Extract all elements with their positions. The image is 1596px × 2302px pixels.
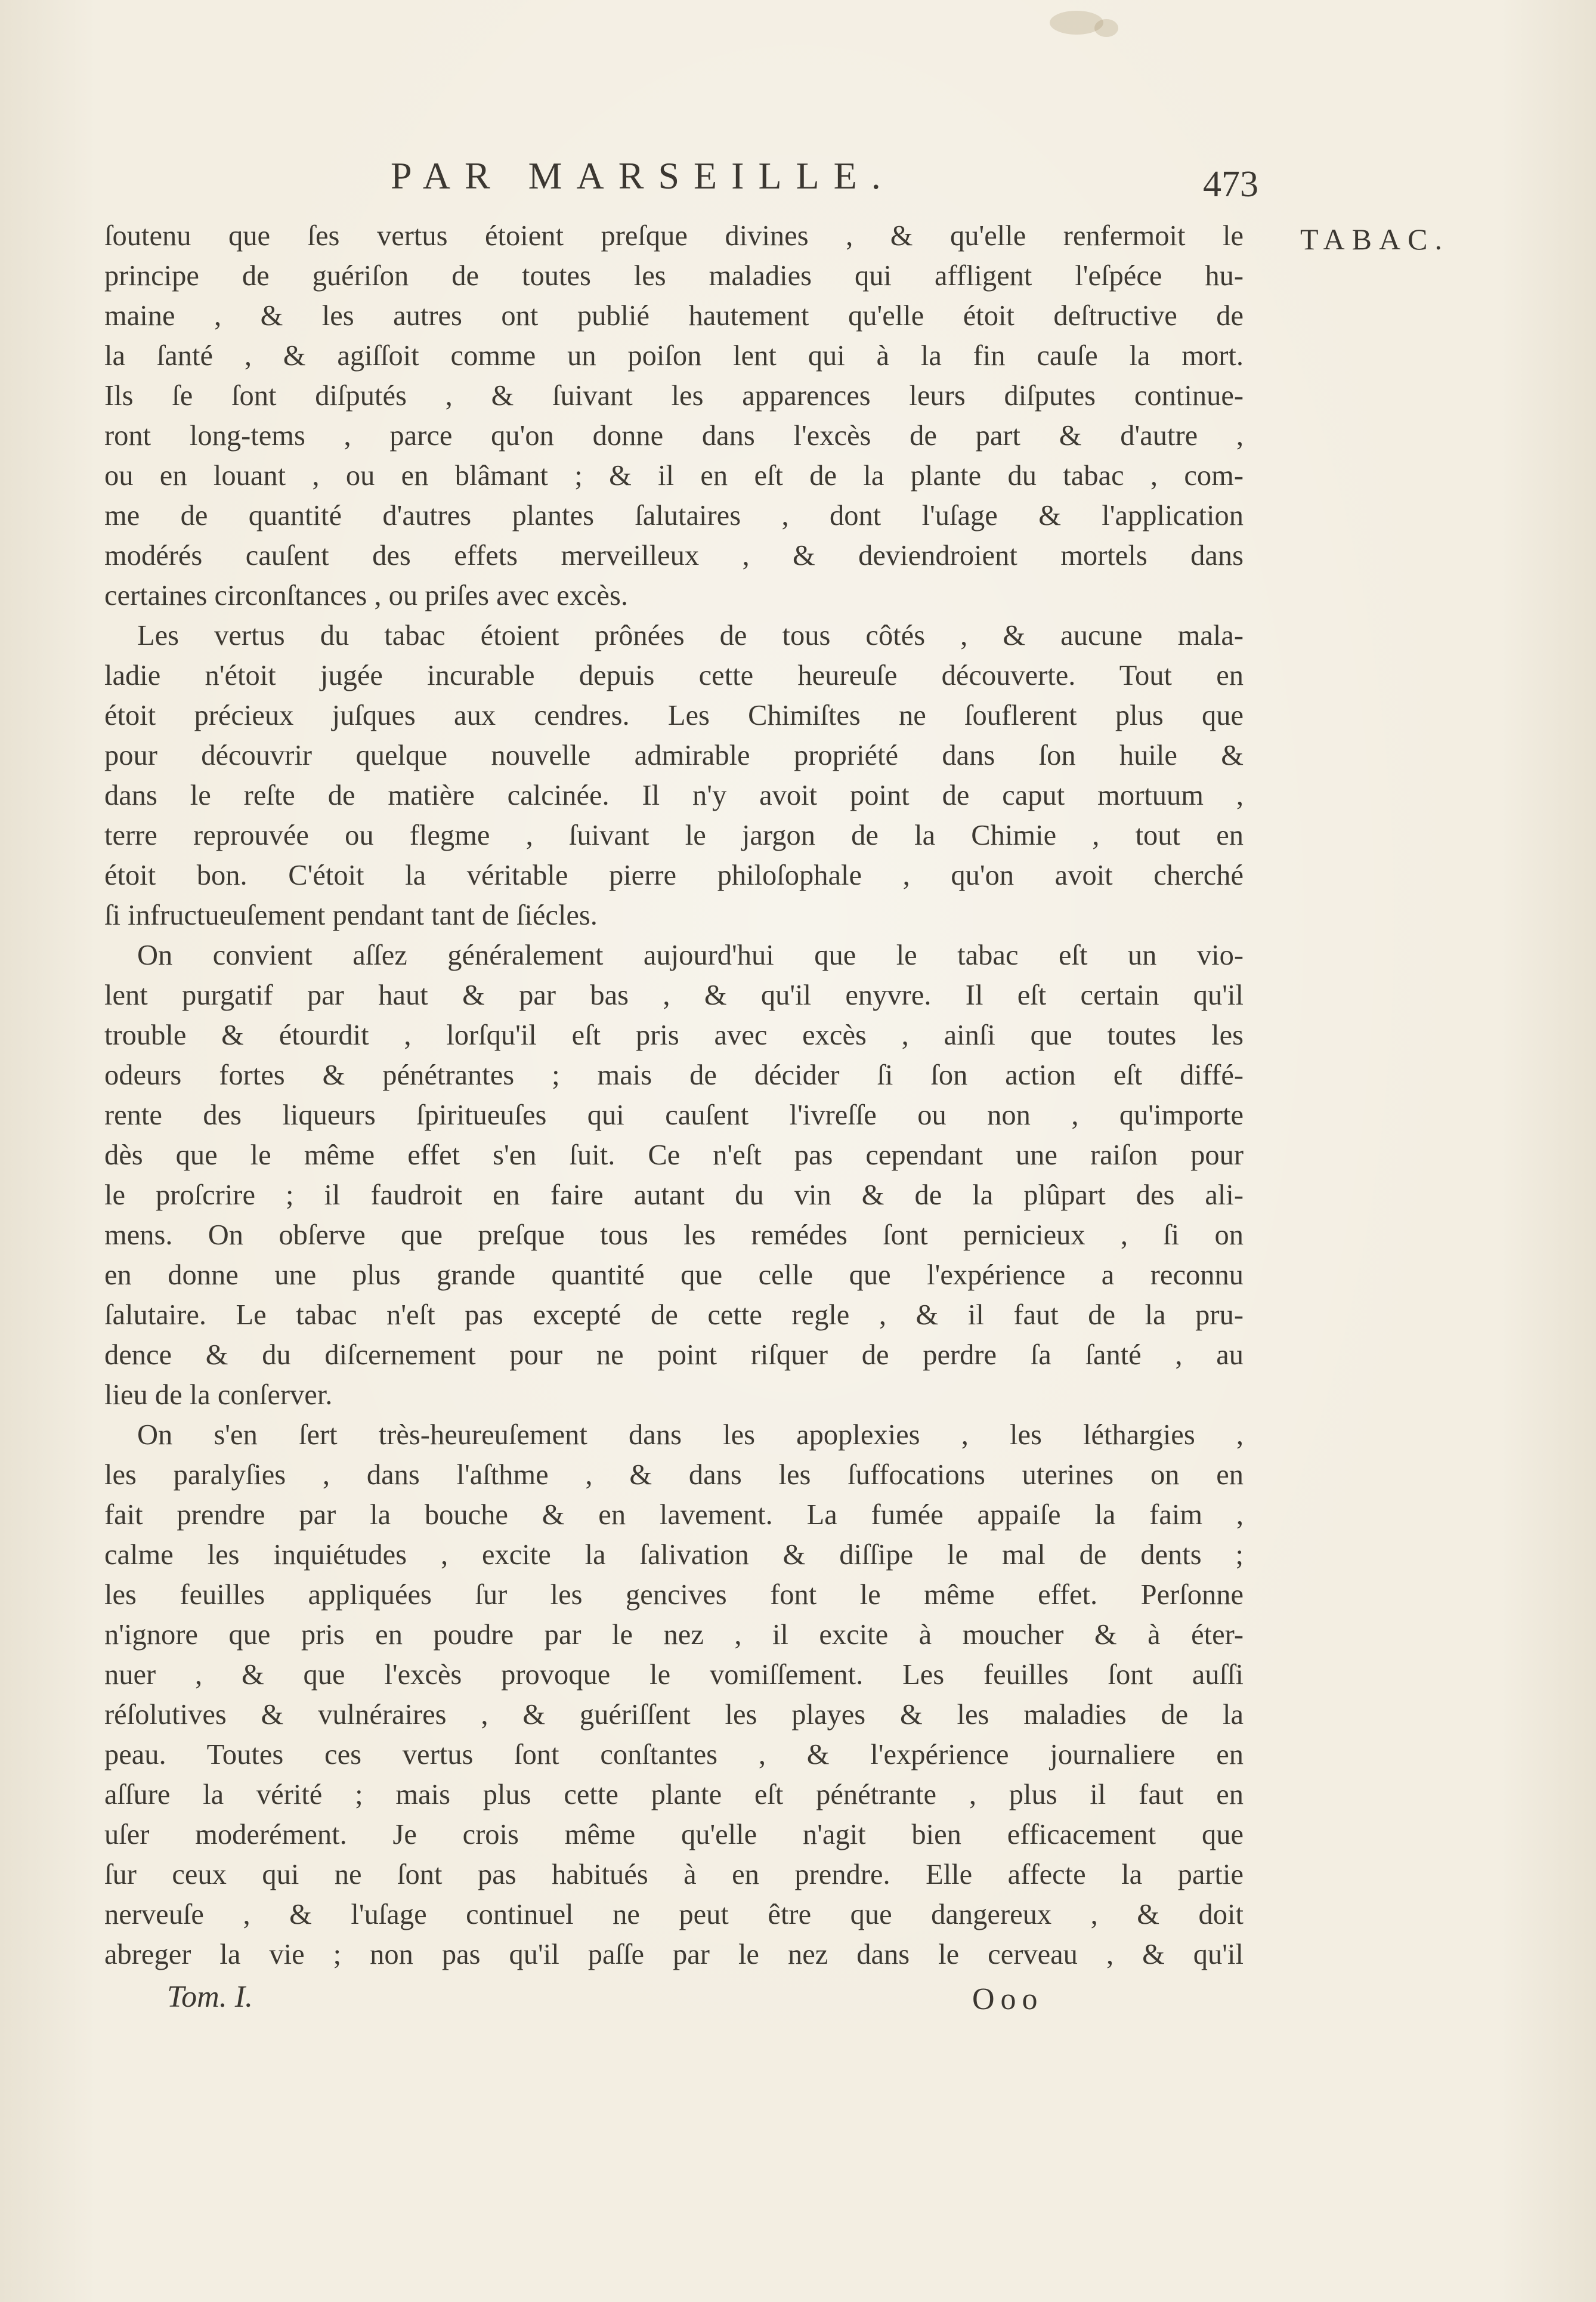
- text-line: les paralyſies , dans l'aſthme , & dans les ſuffocations uterines on en: [104, 1459, 1244, 1491]
- body-text: [104, 216, 1244, 1975]
- text-line: trouble & étourdit , lorſqu'il eſt pris avec excès , ainſi que toutes les: [104, 1019, 1244, 1051]
- page-header: [107, 143, 1258, 215]
- text-line: le proſcrire ; il faudroit en faire autant du vin & de la plûpart des ali-: [104, 1179, 1244, 1211]
- text-line: rente des liqueurs ſpiritueuſes qui cauſent l'ivreſſe ou non , qu'importe: [104, 1099, 1244, 1131]
- text-line: étoit bon. C'étoit la véritable pierre philoſophale , qu'on avoit cherché: [104, 860, 1244, 891]
- text-line: ſoutenu que ſes vertus étoient preſque divines , & qu'elle renfermoit le: [104, 220, 1244, 252]
- margin-note: TABAC.: [1300, 223, 1449, 256]
- text-line: n'ignore que pris en poudre par le nez , il excite à moucher & à éter-: [104, 1619, 1244, 1651]
- text-line: ou en louant , ou en blâmant ; & il en eſt de la plante du tabac , com-: [104, 460, 1244, 492]
- text-line: uſer moderément. Je crois même qu'elle n'agit bien efficacement que: [104, 1819, 1244, 1850]
- text-line: ront long-tems , parce qu'on donne dans l'excès de part & d'autre ,: [104, 420, 1244, 452]
- text-line: aſſure la vérité ; mais plus cette plante eſt pénétrante , plus il faut en: [104, 1779, 1244, 1810]
- text-line: réſolutives & vulnéraires , & guériſſent les playes & les maladies de la: [104, 1699, 1244, 1731]
- text-line: abreger la vie ; non pas qu'il paſſe par le nez dans le cerveau , & qu'il: [104, 1939, 1244, 1970]
- text-line: maine , & les autres ont publié hautement qu'elle étoit deſtructive de: [104, 300, 1244, 332]
- page-number: 473: [1203, 164, 1258, 205]
- text-line: Les vertus du tabac étoient prônées de tous côtés , & aucune mala-: [137, 620, 1244, 651]
- page-footer: [167, 1979, 1062, 2027]
- text-line: ſi infructueuſement pendant tant de ſiécles.: [104, 900, 598, 931]
- text-line: mens. On obſerve que preſque tous les remédes ſont pernicieux , ſi on: [104, 1219, 1244, 1251]
- text-line: certaines circonſtances , ou priſes avec excès.: [104, 580, 628, 611]
- text-line: ſur ceux qui ne ſont pas habitués à en prendre. Elle affecte la partie: [104, 1859, 1244, 1890]
- text-line: Ils ſe ſont diſputés , & ſuivant les apparences leurs diſputes continue-: [104, 380, 1244, 412]
- text-line: principe de guériſon de toutes les maladies qui affligent l'eſpéce hu-: [104, 260, 1244, 292]
- volume-label: Tom. I.: [167, 1980, 253, 2014]
- text-line: les feuilles appliquées ſur les gencives font le même effet. Perſonne: [104, 1579, 1244, 1611]
- text-line: étoit précieux juſques aux cendres. Les Chimiſtes ne ſouflerent plus que: [104, 700, 1244, 731]
- text-line: lent purgatif par haut & par bas , & qu'il enyvre. Il eſt certain qu'il: [104, 979, 1244, 1011]
- text-line: peau. Toutes ces vertus ſont conſtantes , & l'expérience journaliere en: [104, 1739, 1244, 1770]
- text-line: calme les inquiétudes , excite la ſalivation & diſſipe le mal de dents ;: [104, 1539, 1244, 1571]
- text-line: la ſanté , & agiſſoit comme un poiſon lent qui à la fin cauſe la mort.: [104, 340, 1244, 372]
- text-line: dence & du diſcernement pour ne point riſquer de perdre ſa ſanté , au: [104, 1339, 1244, 1371]
- text-line: nerveuſe , & l'uſage continuel ne peut être que dangereux , & doit: [104, 1899, 1244, 1930]
- text-line: terre reprouvée ou flegme , ſuivant le jargon de la Chimie , tout en: [104, 820, 1244, 851]
- text-line: me de quantité d'autres plantes ſalutaires , dont l'uſage & l'application: [104, 500, 1244, 532]
- text-line: odeurs fortes & pénétrantes ; mais de décider ſi ſon action eſt diffé-: [104, 1059, 1244, 1091]
- running-title: PAR MARSEILLE.: [391, 155, 895, 197]
- text-line: ſalutaire. Le tabac n'eſt pas excepté de cette regle , & il faut de la pru-: [104, 1299, 1244, 1331]
- paper-stain: [1094, 19, 1118, 37]
- text-line: On convient aſſez généralement aujourd'hui que le tabac eſt un vio-: [137, 940, 1244, 971]
- text-line: nuer , & que l'excès provoque le vomiſſement. Les feuilles ſont auſſi: [104, 1659, 1244, 1691]
- text-line: pour découvrir quelque nouvelle admirable propriété dans ſon huile &: [104, 740, 1244, 771]
- text-line: dès que le même effet s'en ſuit. Ce n'eſt pas cependant une raiſon pour: [104, 1139, 1244, 1171]
- text-line: On s'en ſert très-heureuſement dans les apoplexies , les léthargies ,: [137, 1419, 1244, 1451]
- text-line: modérés cauſent des effets merveilleux , & deviendroient mortels dans: [104, 540, 1244, 571]
- text-line: fait prendre par la bouche & en lavement. La fumée appaiſe la faim ,: [104, 1499, 1244, 1531]
- text-line: dans le reſte de matière calcinée. Il n'y avoit point de caput mortuum ,: [104, 780, 1244, 811]
- text-line: lieu de la conſerver.: [104, 1379, 333, 1411]
- text-line: ladie n'étoit jugée incurable depuis cette heureuſe découverte. Tout en: [104, 660, 1244, 691]
- signature-mark: Ooo: [972, 1982, 1044, 2016]
- text-line: en donne une plus grande quantité que celle que l'expérience a reconnu: [104, 1259, 1244, 1291]
